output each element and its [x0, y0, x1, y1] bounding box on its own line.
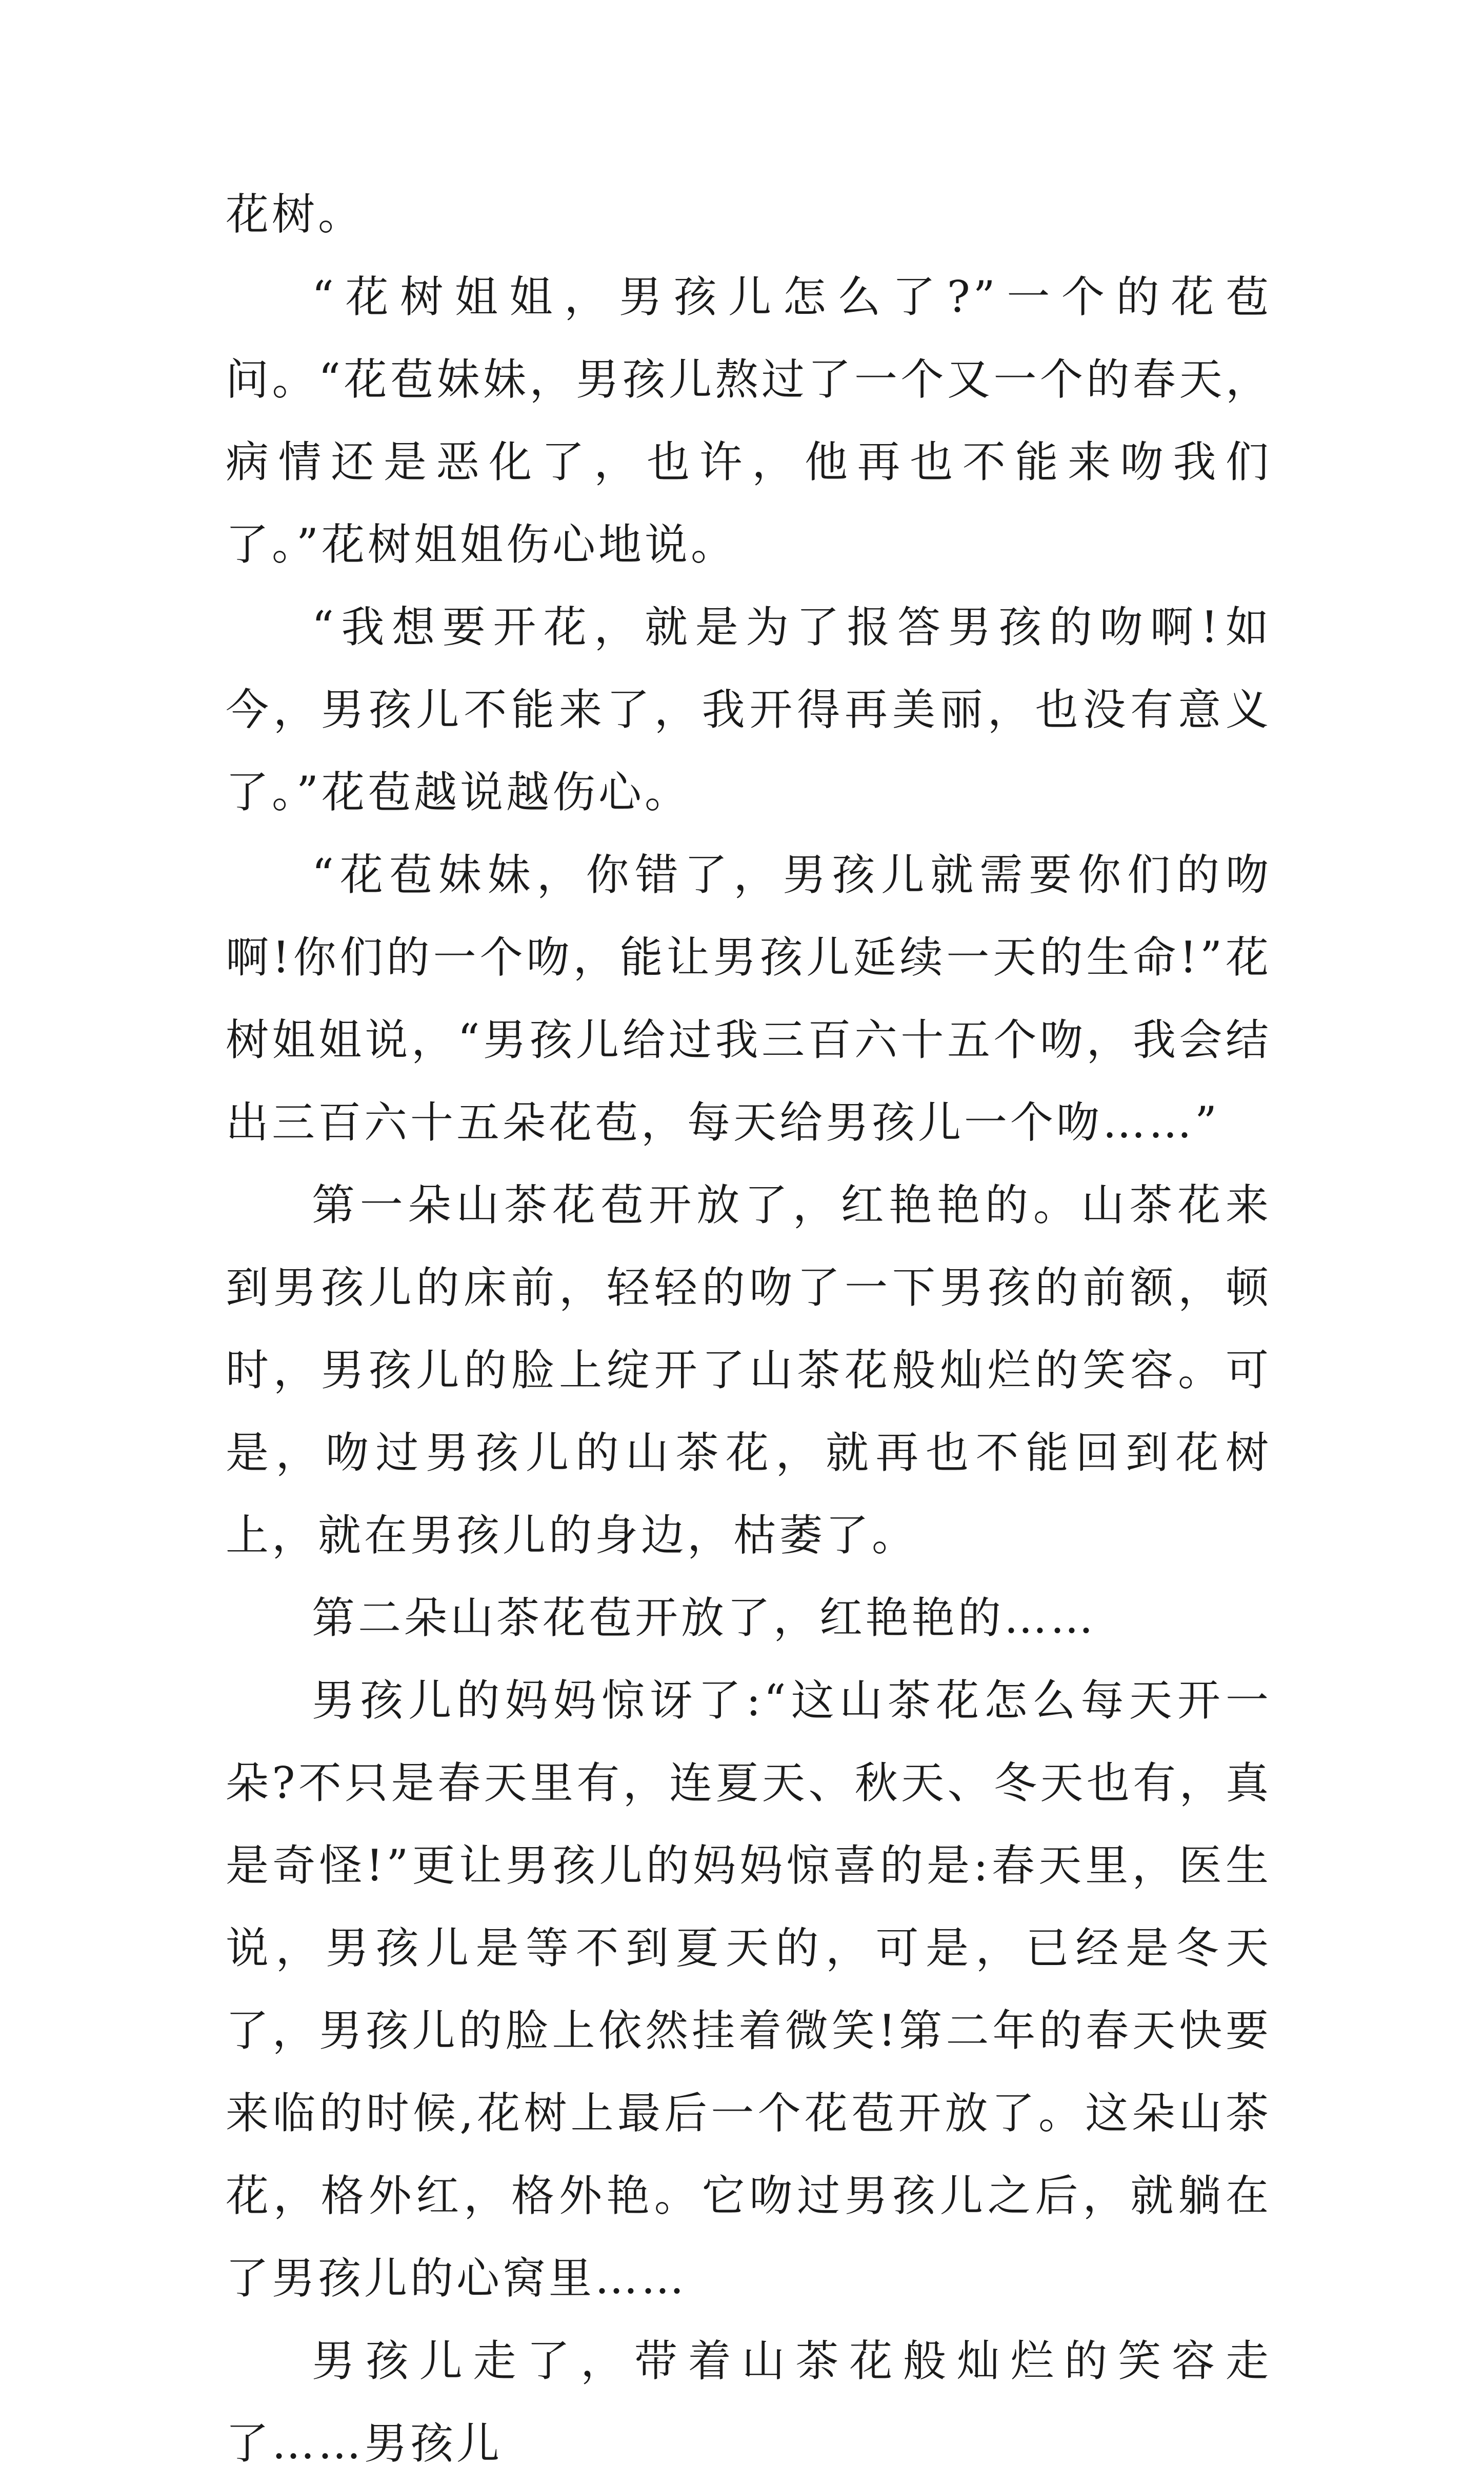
- paragraph-6: 第二朵山茶花苞开放了，红艳艳的……: [312, 1593, 1097, 1643]
- paragraph-3: “我想要开花，就是为了报答男孩的吻啊!如今，男孩儿不能来了，我开得再美丽，也没有意义了。”花苞越说越伤心。: [226, 602, 1272, 817]
- paragraph-5: 第一朵山茶花苞开放了，红艳艳的。山茶花来到男孩儿的床前，轻轻的吻了一下男孩的前额，顿时，男孩儿的脸上绽开了山茶花般灿烂的笑容。可是，吻过男孩儿的山茶花，就再也不能回到花树上，就在男孩儿的身边，枯萎了。: [226, 1180, 1272, 1560]
- paragraph-1: 花树。: [226, 189, 365, 239]
- paragraph-4: “花苞妹妹，你错了，男孩儿就需要你们的吻啊!你们的一个吻，能让男孩儿延续一天的生命!”花树姐姐说，“男孩儿给过我三百六十五个吻，我会结出三百六十五朵花苞，每天给男孩儿一个吻……”: [226, 850, 1272, 1148]
- paragraph-7: 男孩儿的妈妈惊讶了:“这山茶花怎么每天开一朵?不只是春天里有，连夏天、秋天、冬天也有，真是奇怪!”更让男孩儿的妈妈惊喜的是:春天里，医生说，男孩儿是等不到夏天的，可是，已经是冬天了，男孩儿的脸上依然挂着微笑!第二年的春天快要来临的时候,花树上最后一个花苞开放了。这朵山茶花，格外红，格外艳。它吻过男孩儿之后，就躺在了男孩儿的心窝里……: [226, 1675, 1272, 2303]
- text-body: [226, 173, 1272, 2485]
- paragraph-8: 男孩儿走了，带着山茶花般灿烂的笑容走了……男孩儿: [226, 2336, 1272, 2469]
- paragraph-2: “花树姐姐，男孩儿怎么了?”一个的花苞问。“花苞妹妹，男孩儿熬过了一个又一个的春天，病情还是恶化了，也许，他再也不能来吻我们了。”花树姐姐伤心地说。: [226, 272, 1272, 570]
